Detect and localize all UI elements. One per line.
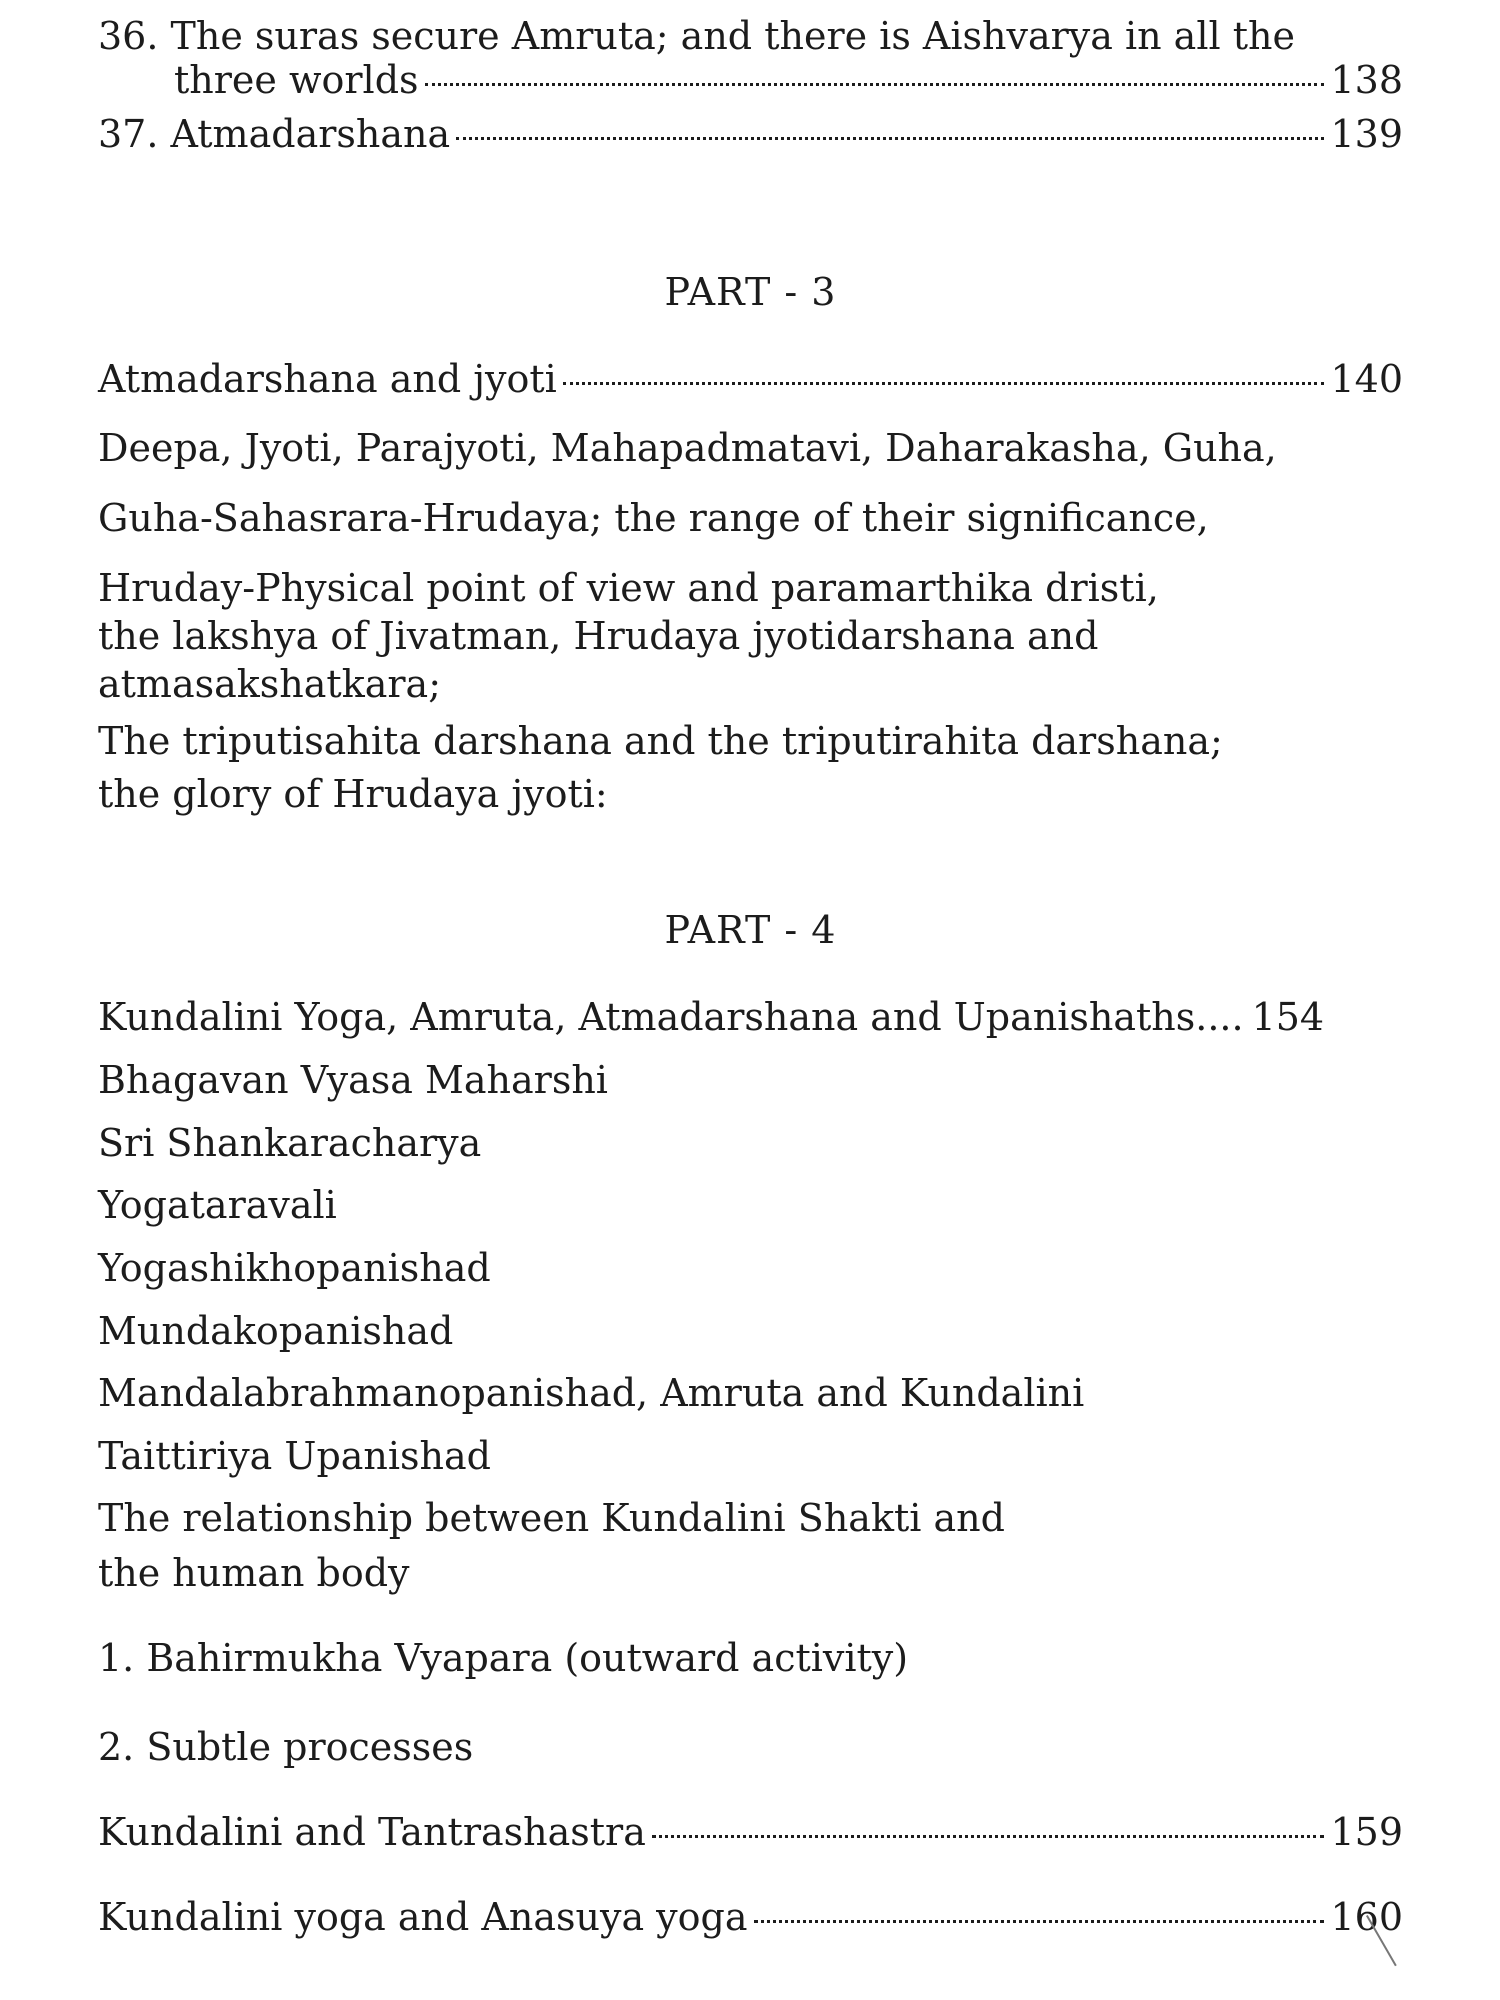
toc-entry-title: Kundalini and Tantrashastra [98,1810,646,1854]
toc-entry-kundalini-anasuya[interactable] [98,1895,1403,1939]
part-4-heading: PART - 4 [664,908,837,952]
toc-entry-title: Kundalini Yoga, Amruta, Atmadarshana and Upanishaths.... [98,995,1244,1039]
toc-entry-page: 159 [1330,1810,1403,1854]
dot-leader [563,382,1325,385]
toc-entry-title: Kundalini yoga and Anasuya yoga [98,1895,748,1939]
toc-entry-36-page: 138 [1330,58,1403,102]
part-4-line: Sri Shankaracharya [98,1121,482,1165]
toc-entry-page: 154 [1251,995,1325,1039]
toc-entry-37[interactable] [98,112,1403,156]
dot-leader [754,1920,1325,1923]
toc-entry-kundalini-tantrashastra[interactable] [98,1810,1403,1854]
part-3-line: the glory of Hrudaya jyoti: [98,772,608,816]
part-3-line: the lakshya of Jivatman, Hrudaya jyotidarshana and [98,614,1099,658]
part-4-line: Yogashikhopanishad [98,1246,491,1290]
part-4-line: The relationship between Kundalini Shakti and [98,1496,1005,1540]
part-3-line: The triputisahita darshana and the triputirahita darshana; [98,719,1223,763]
toc-entry-kundalini-yoga-upanishaths[interactable] [98,995,1403,1039]
part-4-line: Taittiriya Upanishad [98,1434,492,1478]
numbered-item-2: 2. Subtle processes [98,1725,474,1769]
part-4-line: Mandalabrahmanopanishad, Amruta and Kundalini [98,1371,1085,1415]
part-3-line: Hruday-Physical point of view and paramarthika dristi, [98,566,1159,610]
toc-entry-title: Atmadarshana and jyoti [98,357,557,401]
toc-entry-page: 160 [1330,1895,1403,1939]
part-4-line: Yogataravali [98,1183,337,1227]
part-3-line: Deepa, Jyoti, Parajyoti, Mahapadmatavi, Daharakasha, Guha, [98,426,1277,470]
dot-leader [456,137,1324,140]
part-3-heading: PART - 3 [664,270,837,314]
part-4-line: Bhagavan Vyasa Maharshi [98,1058,608,1102]
toc-entry-37-page: 139 [1330,112,1403,156]
numbered-item-1: 1. Bahirmukha Vyapara (outward activity) [98,1636,909,1680]
toc-entry-36-title: three worlds [174,58,419,102]
toc-entry-36[interactable] [98,58,1403,102]
toc-entry-page: 140 [1330,357,1403,401]
dot-leader [425,83,1325,86]
toc-entry-atmadarshana-jyoti[interactable] [98,357,1403,401]
toc-entry-36-line1: 36. The suras secure Amruta; and there is Aishvarya in all the [98,14,1295,58]
dot-leader [652,1835,1325,1838]
toc-page [98,0,1403,2000]
toc-entry-37-title: 37. Atmadarshana [98,112,451,156]
part-3-line: Guha-Sahasrara-Hrudaya; the range of their significance, [98,496,1209,540]
part-4-line: the human body [98,1551,410,1595]
part-4-line: Mundakopanishad [98,1309,454,1353]
part-3-line: atmasakshatkara; [98,662,442,706]
